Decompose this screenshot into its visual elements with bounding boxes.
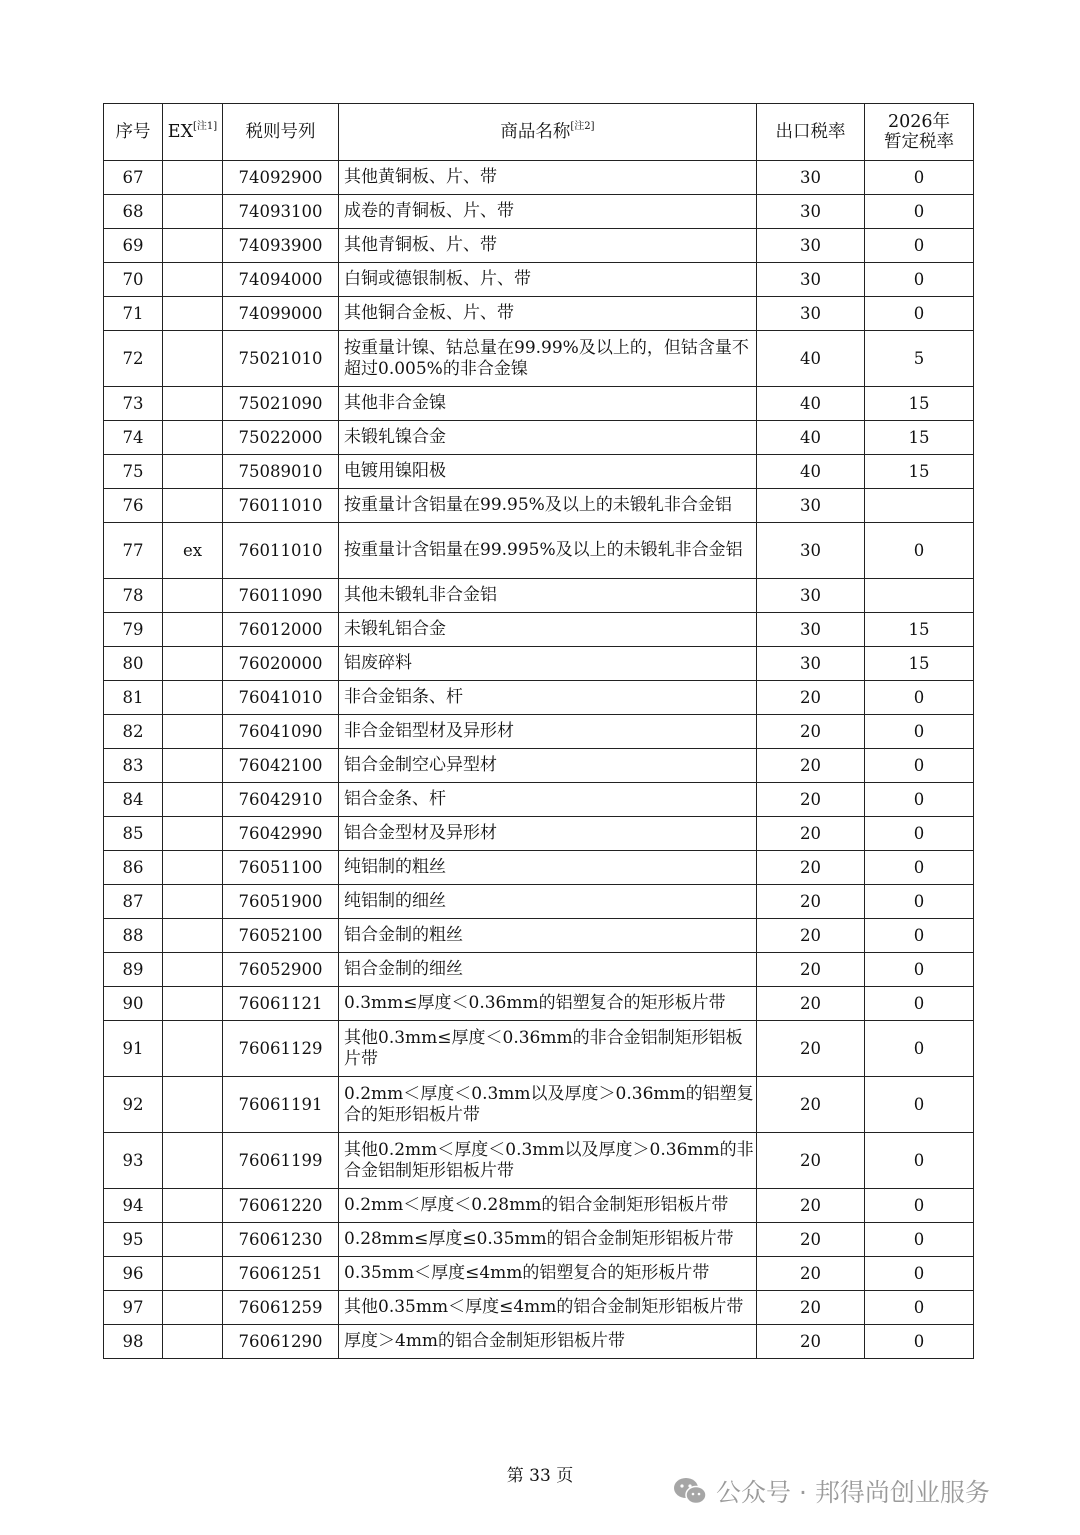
cell-code: 76042100 xyxy=(223,749,339,783)
cell-code: 74093900 xyxy=(223,229,339,263)
cell-name: 铝合金制的粗丝 xyxy=(339,919,757,953)
cell-seq: 85 xyxy=(104,817,163,851)
cell-interim-rate: 0 xyxy=(865,1257,974,1291)
cell-interim-rate: 0 xyxy=(865,715,974,749)
cell-seq: 81 xyxy=(104,681,163,715)
cell-code: 76061290 xyxy=(223,1325,339,1359)
cell-seq: 77 xyxy=(104,523,163,579)
cell-ex xyxy=(163,297,223,331)
cell-export-rate: 20 xyxy=(757,1325,865,1359)
cell-ex xyxy=(163,783,223,817)
cell-name: 其他0.35mm＜厚度≤4mm的铝合金制矩形铝板片带 xyxy=(339,1291,757,1325)
cell-code: 76061129 xyxy=(223,1021,339,1077)
cell-seq: 83 xyxy=(104,749,163,783)
table-row xyxy=(104,195,974,229)
cell-name: 铝合金型材及异形材 xyxy=(339,817,757,851)
cell-seq: 92 xyxy=(104,1077,163,1133)
cell-interim-rate xyxy=(865,579,974,613)
header-seq: 序号 xyxy=(104,104,163,161)
table-row xyxy=(104,297,974,331)
cell-ex xyxy=(163,681,223,715)
cell-code: 76011010 xyxy=(223,489,339,523)
cell-export-rate: 20 xyxy=(757,715,865,749)
cell-interim-rate: 0 xyxy=(865,681,974,715)
table-row xyxy=(104,579,974,613)
cell-ex xyxy=(163,331,223,387)
cell-code: 76042910 xyxy=(223,783,339,817)
table-row xyxy=(104,523,974,579)
cell-seq: 84 xyxy=(104,783,163,817)
cell-interim-rate: 0 xyxy=(865,783,974,817)
cell-interim-rate: 0 xyxy=(865,1077,974,1133)
cell-export-rate: 20 xyxy=(757,1021,865,1077)
cell-export-rate: 40 xyxy=(757,387,865,421)
cell-code: 76061121 xyxy=(223,987,339,1021)
cell-name: 成卷的青铜板、片、带 xyxy=(339,195,757,229)
cell-name: 其他0.3mm≤厚度＜0.36mm的非合金铝制矩形铝板片带 xyxy=(339,1021,757,1077)
cell-export-rate: 20 xyxy=(757,1257,865,1291)
cell-code: 75021090 xyxy=(223,387,339,421)
table-row xyxy=(104,613,974,647)
watermark-text: 公众号 · 邦得尚创业服务 xyxy=(716,1478,990,1507)
cell-name: 0.28mm≤厚度≤0.35mm的铝合金制矩形铝板片带 xyxy=(339,1223,757,1257)
cell-export-rate: 20 xyxy=(757,1291,865,1325)
cell-code: 75089010 xyxy=(223,455,339,489)
cell-code: 76020000 xyxy=(223,647,339,681)
cell-code: 76011090 xyxy=(223,579,339,613)
cell-name: 铝废碎料 xyxy=(339,647,757,681)
cell-ex xyxy=(163,1257,223,1291)
cell-ex xyxy=(163,987,223,1021)
cell-interim-rate: 0 xyxy=(865,263,974,297)
cell-ex: ex xyxy=(163,523,223,579)
cell-interim-rate: 15 xyxy=(865,387,974,421)
table-row xyxy=(104,1257,974,1291)
table-row xyxy=(104,1325,974,1359)
cell-code: 76051100 xyxy=(223,851,339,885)
cell-ex xyxy=(163,715,223,749)
header-name-note: [注2] xyxy=(570,121,595,132)
cell-seq: 68 xyxy=(104,195,163,229)
cell-name: 0.3mm≤厚度＜0.36mm的铝塑复合的矩形板片带 xyxy=(339,987,757,1021)
cell-export-rate: 20 xyxy=(757,1077,865,1133)
cell-ex xyxy=(163,455,223,489)
cell-seq: 72 xyxy=(104,331,163,387)
cell-seq: 73 xyxy=(104,387,163,421)
table-row xyxy=(104,263,974,297)
cell-name: 纯铝制的细丝 xyxy=(339,885,757,919)
cell-export-rate: 40 xyxy=(757,455,865,489)
cell-code: 76061230 xyxy=(223,1223,339,1257)
cell-ex xyxy=(163,1223,223,1257)
watermark xyxy=(672,1474,990,1508)
cell-code: 76051900 xyxy=(223,885,339,919)
table-row xyxy=(104,715,974,749)
cell-code: 76012000 xyxy=(223,613,339,647)
cell-interim-rate: 0 xyxy=(865,885,974,919)
cell-export-rate: 20 xyxy=(757,919,865,953)
cell-export-rate: 30 xyxy=(757,161,865,195)
cell-code: 76041090 xyxy=(223,715,339,749)
cell-ex xyxy=(163,613,223,647)
cell-name: 其他青铜板、片、带 xyxy=(339,229,757,263)
cell-ex xyxy=(163,749,223,783)
cell-seq: 70 xyxy=(104,263,163,297)
cell-interim-rate: 0 xyxy=(865,987,974,1021)
cell-export-rate: 30 xyxy=(757,647,865,681)
cell-code: 76042990 xyxy=(223,817,339,851)
table-row xyxy=(104,987,974,1021)
cell-ex xyxy=(163,1133,223,1189)
cell-seq: 71 xyxy=(104,297,163,331)
cell-seq: 97 xyxy=(104,1291,163,1325)
cell-name: 非合金铝条、杆 xyxy=(339,681,757,715)
cell-export-rate: 20 xyxy=(757,1189,865,1223)
cell-interim-rate: 0 xyxy=(865,953,974,987)
cell-code: 74094000 xyxy=(223,263,339,297)
cell-seq: 96 xyxy=(104,1257,163,1291)
cell-ex xyxy=(163,1291,223,1325)
cell-name: 其他黄铜板、片、带 xyxy=(339,161,757,195)
cell-name: 未锻轧铝合金 xyxy=(339,613,757,647)
cell-interim-rate: 0 xyxy=(865,1291,974,1325)
cell-name: 铝合金条、杆 xyxy=(339,783,757,817)
cell-export-rate: 30 xyxy=(757,297,865,331)
table-row xyxy=(104,851,974,885)
table-row xyxy=(104,161,974,195)
cell-ex xyxy=(163,1021,223,1077)
cell-ex xyxy=(163,229,223,263)
cell-ex xyxy=(163,263,223,297)
header-export-rate: 出口税率 xyxy=(757,104,865,161)
cell-name: 纯铝制的粗丝 xyxy=(339,851,757,885)
table-row xyxy=(104,919,974,953)
cell-ex xyxy=(163,1189,223,1223)
cell-seq: 94 xyxy=(104,1189,163,1223)
cell-code: 76061251 xyxy=(223,1257,339,1291)
cell-seq: 87 xyxy=(104,885,163,919)
cell-seq: 98 xyxy=(104,1325,163,1359)
cell-name: 0.2mm＜厚度＜0.3mm以及厚度＞0.36mm的铝塑复合的矩形铝板片带 xyxy=(339,1077,757,1133)
table-row xyxy=(104,489,974,523)
cell-seq: 91 xyxy=(104,1021,163,1077)
cell-interim-rate: 0 xyxy=(865,1133,974,1189)
cell-interim-rate: 0 xyxy=(865,851,974,885)
cell-name: 按重量计含铝量在99.995%及以上的未锻轧非合金铝 xyxy=(339,523,757,579)
cell-seq: 80 xyxy=(104,647,163,681)
cell-export-rate: 30 xyxy=(757,229,865,263)
cell-seq: 89 xyxy=(104,953,163,987)
cell-name: 其他非合金镍 xyxy=(339,387,757,421)
cell-interim-rate: 0 xyxy=(865,1021,974,1077)
cell-interim-rate xyxy=(865,489,974,523)
table-row xyxy=(104,681,974,715)
table-row xyxy=(104,817,974,851)
header-interim-rate: 2026年 暂定税率 xyxy=(865,104,974,161)
cell-interim-rate: 0 xyxy=(865,161,974,195)
table-row xyxy=(104,1291,974,1325)
cell-interim-rate: 0 xyxy=(865,523,974,579)
cell-ex xyxy=(163,195,223,229)
cell-seq: 90 xyxy=(104,987,163,1021)
cell-export-rate: 20 xyxy=(757,783,865,817)
cell-seq: 67 xyxy=(104,161,163,195)
header-code: 税则号列 xyxy=(223,104,339,161)
table-row xyxy=(104,783,974,817)
cell-seq: 95 xyxy=(104,1223,163,1257)
cell-ex xyxy=(163,489,223,523)
cell-ex xyxy=(163,919,223,953)
cell-ex xyxy=(163,953,223,987)
cell-interim-rate: 0 xyxy=(865,1189,974,1223)
cell-interim-rate: 0 xyxy=(865,1223,974,1257)
cell-code: 74099000 xyxy=(223,297,339,331)
cell-interim-rate: 15 xyxy=(865,455,974,489)
table-row xyxy=(104,1223,974,1257)
header-ex-note: [注1] xyxy=(193,121,218,132)
cell-export-rate: 20 xyxy=(757,953,865,987)
table-row xyxy=(104,1021,974,1077)
cell-ex xyxy=(163,817,223,851)
cell-interim-rate: 0 xyxy=(865,817,974,851)
cell-export-rate: 30 xyxy=(757,523,865,579)
cell-name: 铝合金制空心异型材 xyxy=(339,749,757,783)
cell-seq: 86 xyxy=(104,851,163,885)
table-row xyxy=(104,885,974,919)
cell-ex xyxy=(163,1077,223,1133)
cell-interim-rate: 5 xyxy=(865,331,974,387)
cell-interim-rate: 15 xyxy=(865,613,974,647)
header-name: 商品名称[注2] xyxy=(339,104,757,161)
cell-export-rate: 30 xyxy=(757,489,865,523)
table-row xyxy=(104,1133,974,1189)
cell-seq: 88 xyxy=(104,919,163,953)
cell-export-rate: 30 xyxy=(757,195,865,229)
table-header-row xyxy=(104,104,974,161)
header-ex: EX[注1] xyxy=(163,104,223,161)
cell-export-rate: 20 xyxy=(757,681,865,715)
cell-seq: 82 xyxy=(104,715,163,749)
cell-name: 0.35mm＜厚度≤4mm的铝塑复合的矩形板片带 xyxy=(339,1257,757,1291)
table-row xyxy=(104,953,974,987)
cell-seq: 75 xyxy=(104,455,163,489)
tariff-table xyxy=(103,103,974,1359)
table-row xyxy=(104,647,974,681)
cell-name: 未锻轧镍合金 xyxy=(339,421,757,455)
cell-interim-rate: 15 xyxy=(865,421,974,455)
table-body xyxy=(104,161,974,1359)
cell-interim-rate: 15 xyxy=(865,647,974,681)
cell-interim-rate: 0 xyxy=(865,195,974,229)
cell-code: 76011010 xyxy=(223,523,339,579)
cell-code: 76061191 xyxy=(223,1077,339,1133)
cell-interim-rate: 0 xyxy=(865,1325,974,1359)
table-row xyxy=(104,229,974,263)
cell-ex xyxy=(163,161,223,195)
cell-code: 76041010 xyxy=(223,681,339,715)
cell-export-rate: 20 xyxy=(757,817,865,851)
cell-code: 76061220 xyxy=(223,1189,339,1223)
table-row xyxy=(104,387,974,421)
cell-export-rate: 20 xyxy=(757,1133,865,1189)
table-row xyxy=(104,421,974,455)
cell-export-rate: 20 xyxy=(757,987,865,1021)
cell-export-rate: 20 xyxy=(757,885,865,919)
table-row xyxy=(104,455,974,489)
cell-seq: 78 xyxy=(104,579,163,613)
cell-code: 76052100 xyxy=(223,919,339,953)
cell-code: 75022000 xyxy=(223,421,339,455)
cell-name: 厚度＞4mm的铝合金制矩形铝板片带 xyxy=(339,1325,757,1359)
cell-ex xyxy=(163,421,223,455)
cell-ex xyxy=(163,579,223,613)
cell-name: 其他铜合金板、片、带 xyxy=(339,297,757,331)
cell-seq: 79 xyxy=(104,613,163,647)
cell-export-rate: 40 xyxy=(757,421,865,455)
page-number: 第 33 页 xyxy=(506,1466,574,1486)
cell-name: 其他0.2mm＜厚度＜0.3mm以及厚度＞0.36mm的非合金铝制矩形铝板片带 xyxy=(339,1133,757,1189)
cell-code: 76061259 xyxy=(223,1291,339,1325)
cell-name: 按重量计含铝量在99.95%及以上的未锻轧非合金铝 xyxy=(339,489,757,523)
cell-ex xyxy=(163,885,223,919)
cell-seq: 69 xyxy=(104,229,163,263)
cell-code: 75021010 xyxy=(223,331,339,387)
cell-seq: 93 xyxy=(104,1133,163,1189)
cell-export-rate: 30 xyxy=(757,263,865,297)
table-row xyxy=(104,1189,974,1223)
cell-name: 电镀用镍阳极 xyxy=(339,455,757,489)
cell-name: 白铜或德银制板、片、带 xyxy=(339,263,757,297)
cell-ex xyxy=(163,1325,223,1359)
cell-code: 76061199 xyxy=(223,1133,339,1189)
cell-export-rate: 20 xyxy=(757,851,865,885)
cell-interim-rate: 0 xyxy=(865,229,974,263)
cell-code: 76052900 xyxy=(223,953,339,987)
cell-name: 0.2mm＜厚度＜0.28mm的铝合金制矩形铝板片带 xyxy=(339,1189,757,1223)
cell-export-rate: 20 xyxy=(757,749,865,783)
cell-ex xyxy=(163,647,223,681)
wechat-icon xyxy=(672,1476,708,1506)
cell-code: 74093100 xyxy=(223,195,339,229)
cell-interim-rate: 0 xyxy=(865,749,974,783)
cell-export-rate: 30 xyxy=(757,579,865,613)
cell-ex xyxy=(163,387,223,421)
cell-name: 非合金铝型材及异形材 xyxy=(339,715,757,749)
cell-name: 铝合金制的细丝 xyxy=(339,953,757,987)
cell-interim-rate: 0 xyxy=(865,297,974,331)
cell-export-rate: 20 xyxy=(757,1223,865,1257)
cell-export-rate: 40 xyxy=(757,331,865,387)
table-row xyxy=(104,749,974,783)
cell-name: 按重量计镍、钴总量在99.99%及以上的，但钴含量不超过0.005%的非合金镍 xyxy=(339,331,757,387)
cell-name: 其他未锻轧非合金铝 xyxy=(339,579,757,613)
cell-seq: 76 xyxy=(104,489,163,523)
cell-export-rate: 30 xyxy=(757,613,865,647)
cell-code: 74092900 xyxy=(223,161,339,195)
cell-ex xyxy=(163,851,223,885)
table-row xyxy=(104,331,974,387)
table-row xyxy=(104,1077,974,1133)
cell-seq: 74 xyxy=(104,421,163,455)
cell-interim-rate: 0 xyxy=(865,919,974,953)
